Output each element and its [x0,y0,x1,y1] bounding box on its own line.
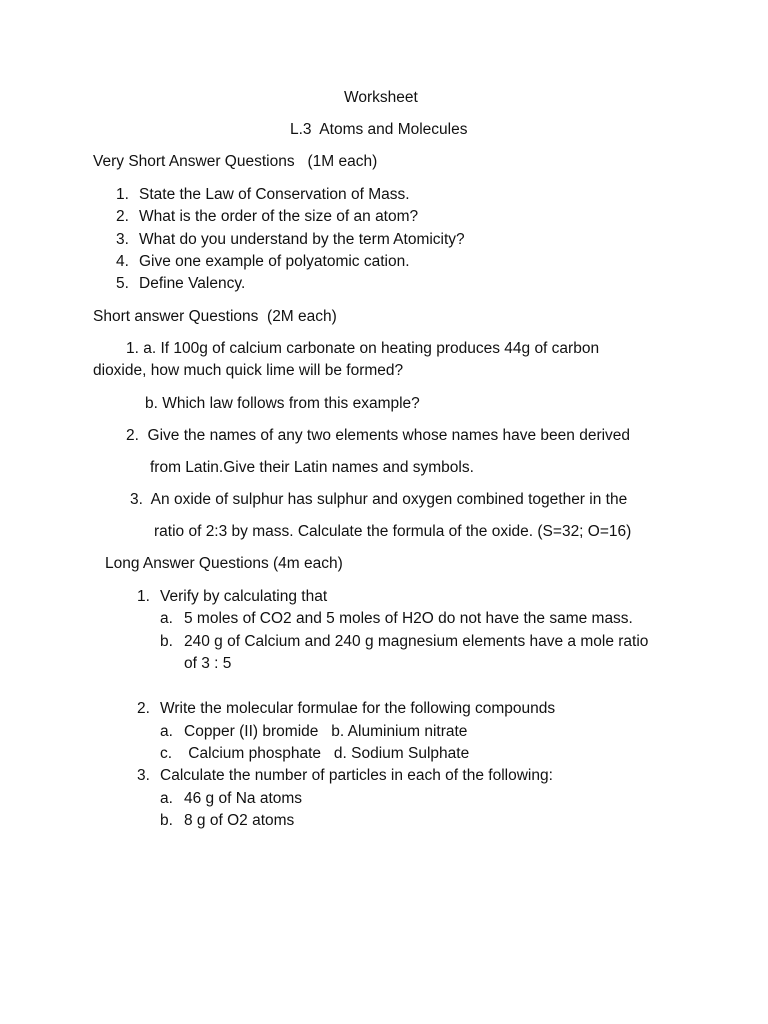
list-item-number: 5. [116,275,129,292]
chapter-subtitle: L.3 Atoms and Molecules [290,121,468,138]
sub-item-text: 8 g of O2 atoms [184,812,295,829]
list-item-text: State the Law of Conservation of Mass. [139,186,410,203]
short-question-2-line2: from Latin.Give their Latin names and symbols. [150,459,474,476]
section-heading-long: Long Answer Questions (4m each) [105,555,343,572]
list-item-number: 3. [116,231,129,248]
list-item-text: What do you understand by the term Atomicity? [139,231,465,248]
list-item-text: Define Valency. [139,275,246,292]
sub-item-label: b. [160,633,173,650]
sub-item-label: a. [160,610,173,627]
short-question-1-b: b. Which law follows from this example? [145,395,420,412]
list-item-text: Write the molecular formulae for the following compounds [160,700,556,717]
sub-item-text: Copper (II) bromide b. Aluminium nitrate [184,723,468,740]
page-title: Worksheet [344,89,418,106]
sub-item-text-continued: of 3 : 5 [184,655,232,672]
list-item-text: Calculate the number of particles in each of the following: [160,767,553,784]
list-item-number: 1. [137,588,150,605]
sub-item-label: b. [160,812,173,829]
short-question-1-line1: 1. a. If 100g of calcium carbonate on heating produces 44g of carbon [126,340,600,357]
sub-item-label: a. [160,723,173,740]
list-item-number: 4. [116,253,129,270]
sub-item-text: Calcium phosphate d. Sodium Sulphate [184,745,470,762]
list-item-number: 1. [116,186,129,203]
sub-item-text: 5 moles of CO2 and 5 moles of H2O do not have the same mass. [184,610,633,627]
list-item-text: What is the order of the size of an atom? [139,208,419,225]
list-item-number: 2. [116,208,129,225]
sub-item-label: c. [160,745,173,762]
list-item-text: Give one example of polyatomic cation. [139,253,410,270]
short-question-2-line1: 2. Give the names of any two elements whose names have been derived [126,427,631,444]
section-heading-very-short: Very Short Answer Questions (1M each) [93,153,378,170]
short-question-3-line1: 3. An oxide of sulphur has sulphur and oxygen combined together in the [130,491,628,508]
list-item-number: 2. [137,700,150,717]
sub-item-text: 46 g of Na atoms [184,790,303,807]
sub-item-label: a. [160,790,173,807]
list-item-number: 3. [137,767,150,784]
short-question-1-line2: dioxide, how much quick lime will be formed? [93,362,404,379]
short-question-3-line2: ratio of 2:3 by mass. Calculate the formula of the oxide. (S=32; O=16) [154,523,632,540]
sub-item-text: 240 g of Calcium and 240 g magnesium elements have a mole ratio [184,633,649,650]
list-item-text: Verify by calculating that [160,588,328,605]
section-heading-short: Short answer Questions (2M each) [93,308,337,325]
